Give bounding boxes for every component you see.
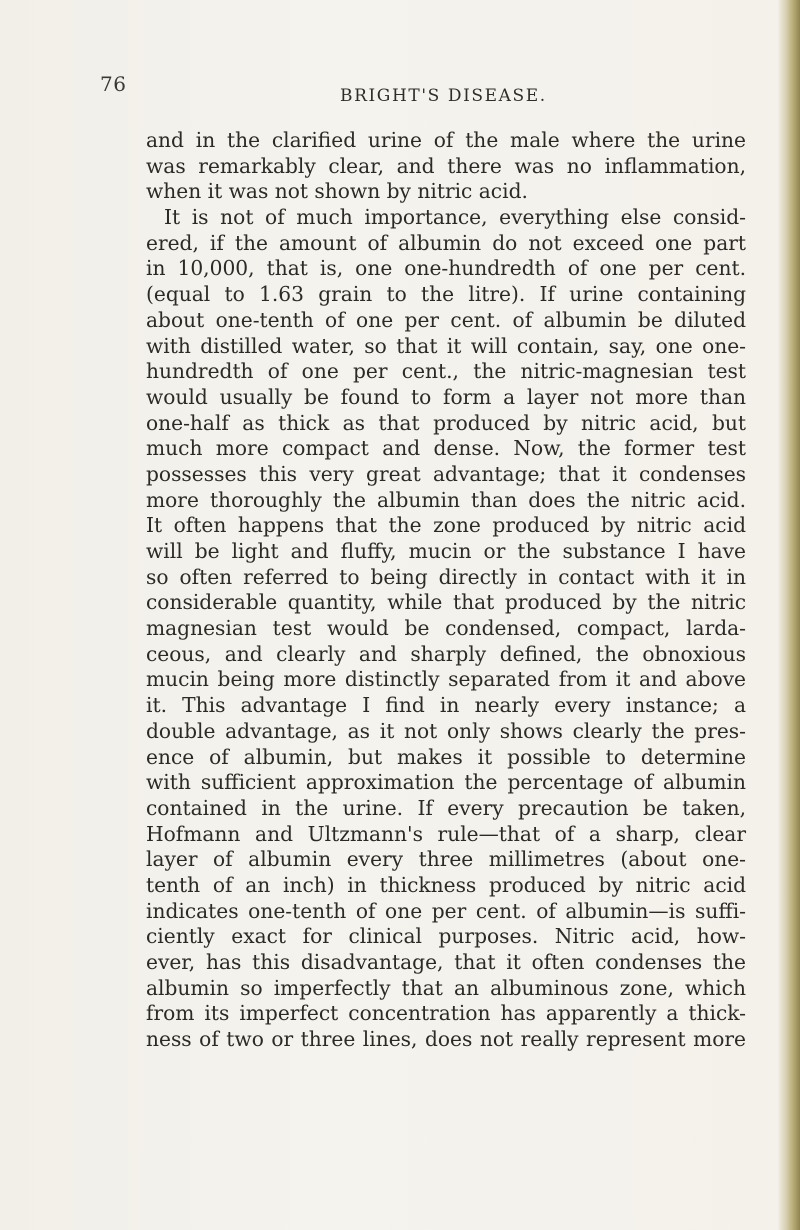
text-line: It often happens that the zone produced by nitric acid (146, 513, 746, 538)
text-line: when it was not shown by nitric acid. (146, 179, 528, 204)
text-line: much more compact and dense. Now, the former test (146, 436, 746, 461)
text-line: possesses this very great advantage; that it condenses (146, 461, 746, 486)
text-line: tenth of an inch) in thickness produced by nitric acid (146, 872, 746, 897)
text-line: It is not of much importance, everything else consid- (164, 205, 746, 230)
text-line: contained in the urine. If every precaution be taken, (146, 795, 746, 820)
text-line: double advantage, as it not only shows clearly the pres- (146, 718, 746, 743)
text-line: ence of albumin, but makes it possible to determine (146, 744, 746, 769)
text-line: ness of two or three lines, does not really represent more (146, 1027, 746, 1052)
text-line: with sufficient approximation the percentage of albumin (146, 770, 746, 795)
text-line: ciently exact for clinical purposes. Nitric acid, how- (146, 924, 746, 949)
text-line: albumin so imperfectly that an albuminous zone, which (146, 975, 746, 1000)
text-line: ever, has this disadvantage, that it often condenses the (146, 950, 746, 974)
text-line: magnesian test would be condensed, compact, larda- (146, 616, 746, 641)
text-line: was remarkably clear, and there was no inflammation, (146, 153, 746, 178)
text-line: mucin being more distinctly separated from it and above (146, 667, 746, 692)
body-text (146, 128, 746, 1053)
text-line: it. This advantage I find in nearly every instance; a (146, 693, 746, 718)
text-line: (equal to 1.63 grain to the litre). If urine containing (146, 282, 746, 307)
text-line: will be light and fluffy, mucin or the substance I have (146, 539, 746, 563)
text-line: ered, if the amount of albumin do not exceed one part (146, 230, 746, 255)
text-line: with distilled water, so that it will contain, say, one one- (146, 333, 746, 358)
text-line: hundredth of one per cent., the nitric-magnesian test (146, 359, 746, 384)
text-line: considerable quantity, while that produced by the nitric (146, 590, 746, 615)
text-line: about one-tenth of one per cent. of albumin be diluted (146, 307, 746, 332)
text-line: Hofmann and Ultzmann's rule—that of a sharp, clear (146, 821, 746, 846)
text-line: so often referred to being directly in contact with it in (146, 564, 746, 589)
text-line: from its imperfect concentration has apparently a thick- (146, 1001, 746, 1026)
text-line: more thoroughly the albumin than does the nitric acid. (146, 487, 746, 512)
text-line: and in the clarified urine of the male where the urine (146, 128, 746, 152)
text-line: in 10,000, that is, one one-hundredth of one per cent. (146, 256, 746, 281)
text-line: would usually be found to form a layer not more than (146, 384, 746, 409)
text-line: ceous, and clearly and sharply defined, the obnoxious (146, 641, 746, 666)
text-line: indicates one-tenth of one per cent. of albumin—is suffi- (146, 898, 746, 923)
page-edge-shadow (778, 0, 800, 1230)
running-head: BRIGHT'S DISEASE. (340, 86, 547, 106)
text-line: one-half as thick as that produced by nitric acid, but (146, 410, 746, 435)
text-line: layer of albumin every three millimetres (about one- (146, 847, 746, 872)
page-number: 76 (100, 72, 127, 96)
